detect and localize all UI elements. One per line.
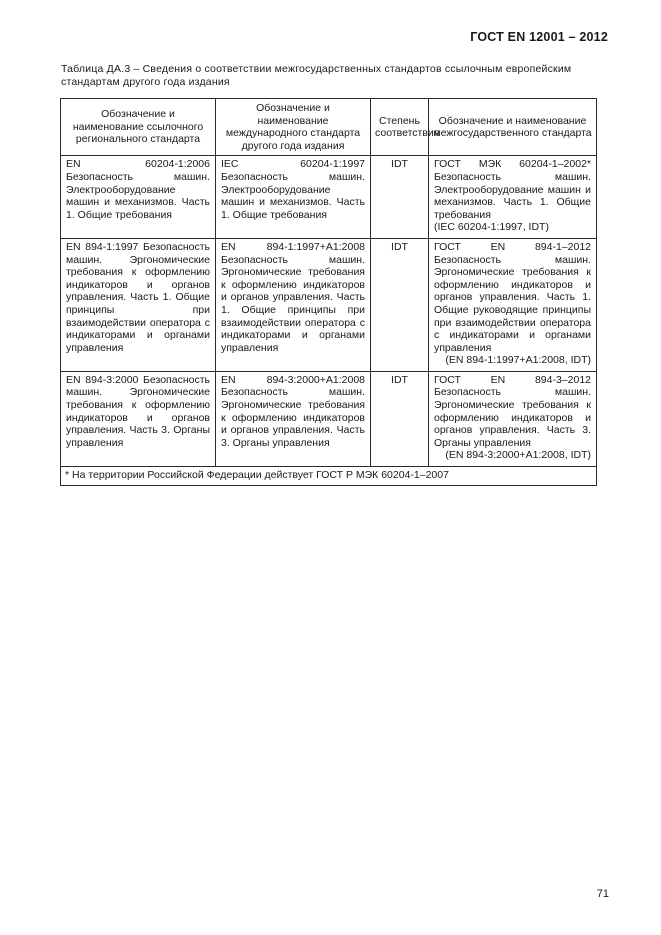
column-header-international: Обозначение и наименование международного стандарта другого года издания	[216, 99, 371, 156]
cell-regional: EN 60204-1:2006 Безопасность машин. Электрооборудование машин и механизмов. Часть 1. Общие требования	[61, 156, 216, 239]
table-header-row	[61, 99, 597, 156]
cell-interstate	[429, 156, 597, 239]
page-number: 71	[596, 888, 609, 900]
interstate-reference: (EN 894-3:2000+A1:2008, IDT)	[445, 449, 591, 462]
cell-international: IEC 60204-1:1997 Безопасность машин. Электрооборудование машин и механизмов. Часть 1. Общие требования	[216, 156, 371, 239]
cell-regional: EN 894-1:1997 Безопасность машин. Эргономические требования к оформлению индикаторов и органов управления. Часть 1. Общие принципы при взаимодействии оператора с индикаторами и органами управления	[61, 238, 216, 371]
table-container	[60, 98, 596, 486]
cell-international: EN 894-3:2000+A1:2008 Безопасность машин. Эргономические требования к оформлению индикаторов и органов управления. Часть 3. Органы управления	[216, 371, 371, 466]
table-row	[61, 156, 597, 239]
table-row	[61, 238, 597, 371]
cell-degree: IDT	[371, 371, 429, 466]
cell-interstate	[429, 371, 597, 466]
table-caption: Таблица ДА.3 – Сведения о соответствии межгосударственных стандартов ссылочным европейским стандартам другого года издания	[61, 63, 572, 88]
cell-interstate	[429, 238, 597, 371]
table-footnote: * На территории Российской Федерации действует ГОСТ Р МЭК 60204-1–2007	[61, 467, 597, 486]
interstate-reference: (IEC 60204-1:1997, IDT)	[434, 221, 549, 234]
column-header-degree: Степень соответствия	[371, 99, 429, 156]
interstate-title: ГОСТ МЭК 60204-1–2002* Безопасность машин. Электрооборудование машин и механизмов. Часть 1. Общие требования	[434, 158, 591, 221]
standards-table	[60, 98, 597, 486]
document-header: ГОСТ EN 12001 – 2012	[470, 30, 608, 44]
column-header-regional: Обозначение и наименование ссылочного регионального стандарта	[61, 99, 216, 156]
cell-regional: EN 894-3:2000 Безопасность машин. Эргономические требования к оформлению индикаторов и органов управления. Часть 3. Органы управления	[61, 371, 216, 466]
interstate-title: ГОСТ EN 894-3–2012 Безопасность машин. Эргономические требования к оформлению индикаторов и органов управления. Часть 3. Органы управления	[434, 373, 591, 449]
cell-degree: IDT	[371, 238, 429, 371]
cell-degree: IDT	[371, 156, 429, 239]
table-footnote-row	[61, 467, 597, 486]
table-row	[61, 371, 597, 466]
interstate-reference: (EN 894-1:1997+A1:2008, IDT)	[445, 354, 591, 367]
column-header-interstate: Обозначение и наименование межгосударственного стандарта	[429, 99, 597, 156]
interstate-title: ГОСТ EN 894-1–2012 Безопасность машин. Эргономические требования к оформлению индикаторов и органов управления. Часть 1. Общие руководящие принципы при взаимодействии оператора с индикаторами и органами управления	[434, 240, 591, 354]
cell-international: EN 894-1:1997+A1:2008 Безопасность машин. Эргономические требования к оформлению индикаторов и органов управления. Часть 1. Общие принципы при взаимодействии оператора с индикаторами и органами управления	[216, 238, 371, 371]
